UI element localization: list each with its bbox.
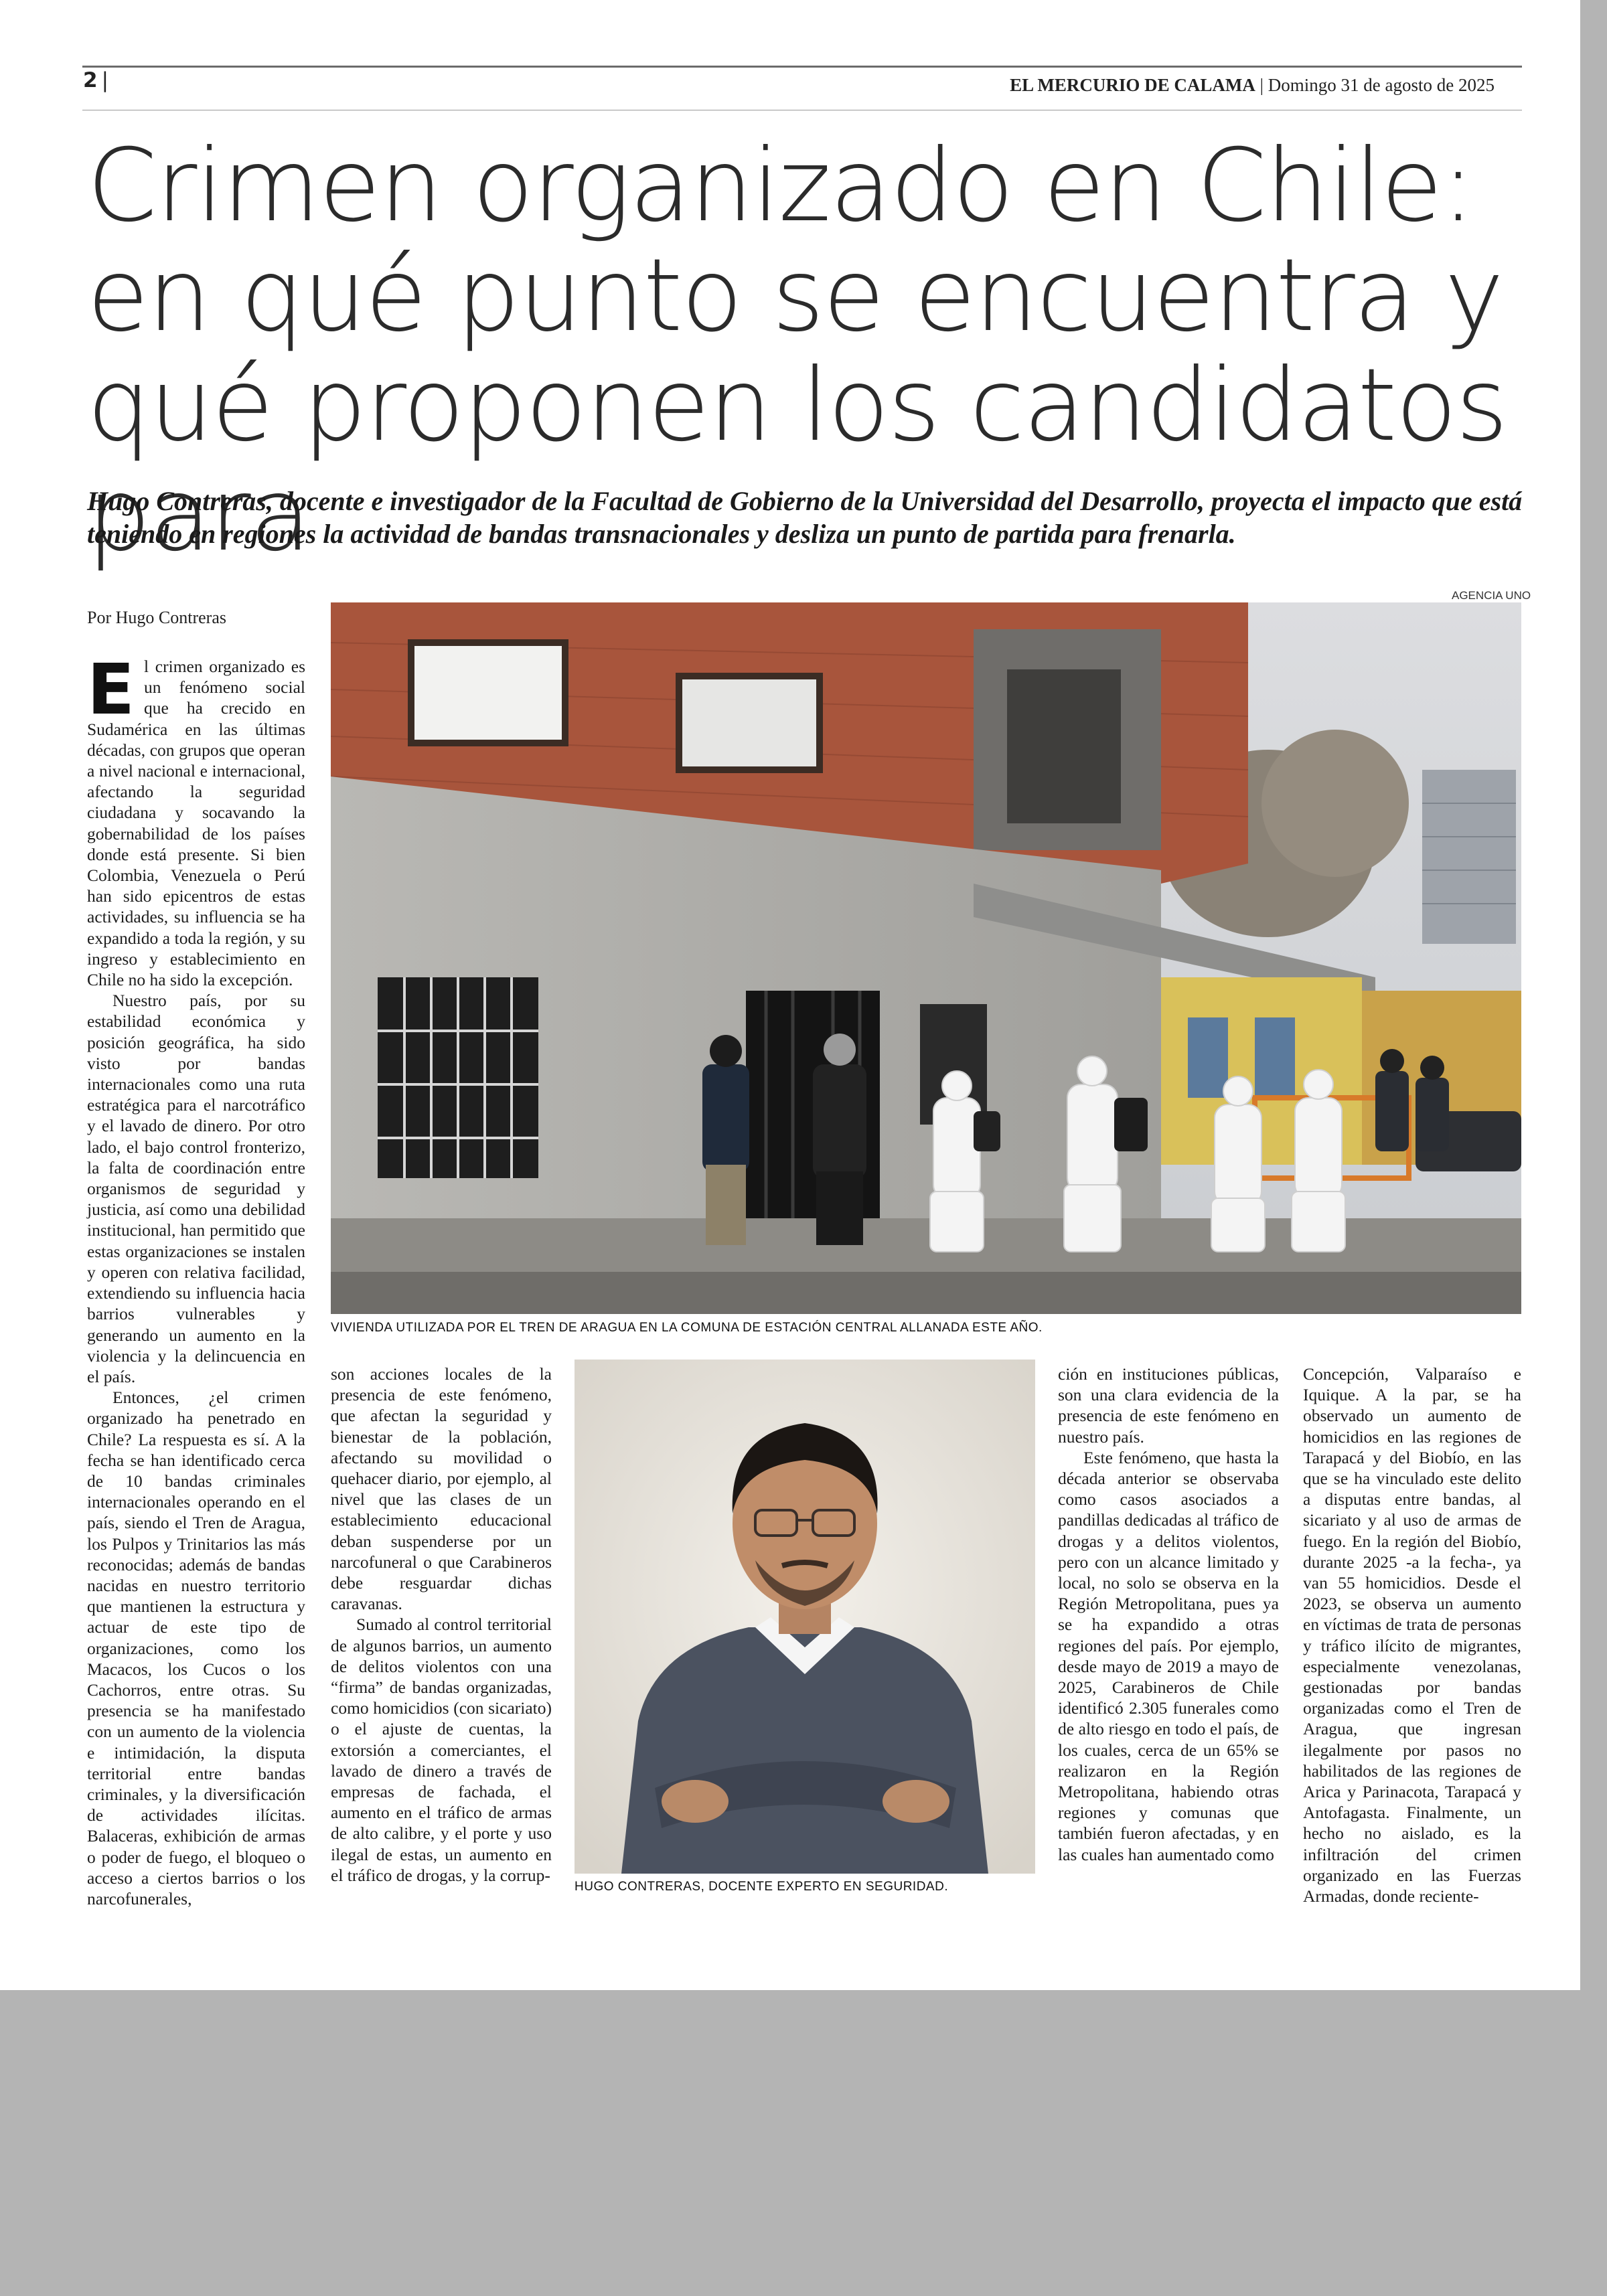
paragraph: Nuestro país, por su estabilidad económica y posición geográfica, ha sido visto por bandas internacionales como una ruta estratégica para el narcotráfico y el lavado de dinero. Por otro lado, el bajo control fronterizo, la falta de coordinación entre organismos de seguridad y justicia, así como una debilidad institucional, han permitido que estas organizaciones se instalen y operen con relativa facilidad, extendiendo su influencia hacia barrios vulnerables y generando un aumento en la violencia y la delincuencia en el país. — [87, 991, 305, 1386]
article-column-4 — [1303, 1364, 1521, 1906]
paragraph: Este fenómeno, que hasta la década anterior se observaba como casos asociados a pandillas dedicadas al tráfico de drogas y a delitos violentos, pero con un alcance limitado y local, no solo se observa en la Región Metropolitana, pues ya se ha expandido a otras regiones del país. Por ejemplo, desde mayo de 2019 a mayo de 2025, Carabineros de Chile identificó 2.305 funerales como de alto riesgo en todo el país, de los cuales, cerca de un 65% se realizaron en la Región Metropolitana, habiendo otras regiones y comunas que también fueron afectadas, y en las cuales han aumentado como — [1058, 1447, 1279, 1864]
paragraph: Sumado al control territorial de algunos barrios, un aumento de delitos violentos con una “firma” de bandas organizadas, como homicidios (con sicariato) o el ajuste de cuentas, la extorsión a comerciantes, el lavado de dinero a través de empresas de fachada, el aumento en el tráfico de armas de alto calibre, y el porte y uso ilegal de estas, un aumento en el tráfico de drogas, y la corrup- — [331, 1615, 552, 1885]
publication-date: Domingo 31 de agosto de 2025 — [1268, 75, 1495, 95]
paragraph: El crimen organizado es un fenómeno social que ha crecido en Sudamérica en las últimas décadas, con grupos que operan a nivel nacional e internacional, afectando la seguridad ciudadana y socavando la gobernabilidad de los países donde está presente. Si bien Colombia, Venezuela o Perú han sido epicentros de estas actividades, su influencia se ha expandido a toda la región, y su ingreso y establecimiento en Chile no ha sido la excepción. — [87, 649, 305, 990]
header-rule — [82, 66, 1522, 68]
page-number: 2 | — [83, 68, 109, 92]
headline: Crimen organizado en Chile: en qué punto se encuentra y qué proponen los candidatos para — [87, 128, 1507, 574]
photo-credit: AGENCIA UNO — [1452, 589, 1531, 602]
raid-photo — [331, 602, 1521, 1314]
paragraph: ción en instituciones públicas, son una clara evidencia de la presencia de este fenómeno en nuestro país. — [1058, 1364, 1279, 1447]
raid-photo-caption: VIVIENDA UTILIZADA POR EL TREN DE ARAGUA EN LA COMUNA DE ESTACIÓN CENTRAL ALLANADA ESTE AÑO. — [331, 1321, 1043, 1335]
article-column-2 — [331, 1364, 552, 1886]
drop-cap: E — [87, 649, 135, 730]
masthead-line: EL MERCURIO DE CALAMA | Domingo 31 de agosto de 2025 — [1010, 75, 1495, 95]
portrait-illustration — [575, 1360, 1035, 1874]
deck: Hugo Contreras, docente e investigador de la Facultad de Gobierno de la Universidad del Desarrollo, proyecta el impacto que está teniendo en regiones la actividad de bandas transnacionales y desliza un punto de partida para frenarla. — [87, 486, 1523, 549]
byline: Por Hugo Contreras — [87, 608, 226, 627]
portrait-caption: HUGO CONTRERAS, DOCENTE EXPERTO EN SEGURIDAD. — [575, 1880, 949, 1894]
paragraph: Entonces, ¿el crimen organizado ha penetrado en Chile? La respuesta es sí. A la fecha se han identificado cerca de 10 bandas criminales internacionales operando en el país, siendo el Tren de Aragua, los Pulpos y Trinitarios las más reconocidas; además de bandas nacidas en nuestro territorio que mantienen la estructura y actuar de este tipo de organizaciones, como los Macacos, los Cucos o los Cachorros, entre otras. Su presencia se ha manifestado con un aumento de la violencia e intimidación, la disputa territorial entre bandas criminales, y la diversificación de actividades ilícitas. Balaceras, exhibición de armas o poder de fuego, el bloqueo o acceso a ciertos barrios o los narcofunerales, — [87, 1388, 305, 1908]
portrait-photo — [575, 1360, 1035, 1874]
paragraph: son acciones locales de la presencia de este fenómeno, que afectan la seguridad y bienestar de la población, afectando su movilidad o quehacer diario, por ejemplo, al nivel que las clases de un establecimiento educacional deban suspenderse por un narcofuneral o que Carabineros debe resguardar dichas caravanas. — [331, 1364, 552, 1614]
raid-photo-illustration — [331, 602, 1521, 1314]
article-column-3 — [1058, 1364, 1279, 1865]
article-column-1 — [87, 649, 305, 1909]
publication-name: EL MERCURIO DE CALAMA — [1010, 75, 1255, 95]
paragraph: Concepción, Valparaíso e Iquique. A la par, se ha observado un aumento de homicidios en las regiones de Tarapacá y del Biobío, en las que se ha vinculado este delito a disputas entre bandas, al sicariato y al uso de armas de fuego. En la región del Biobío, durante 2025 -a la fecha-, ya van 55 homicidios. Desde el 2023, se observa un aumento en víctimas de trata de personas y tráfico ilícito de migrantes, especialmente venezolanas, gestionadas por bandas organizadas como el Tren de Aragua, que ingresan ilegalmente por pasos no habilitados de las regiones de Arica y Parinacota, Tarapacá y Antofagasta. Finalmente, un hecho no aislado, es la infiltración del crimen organizado en las Fuerzas Armadas, donde reciente- — [1303, 1364, 1521, 1906]
